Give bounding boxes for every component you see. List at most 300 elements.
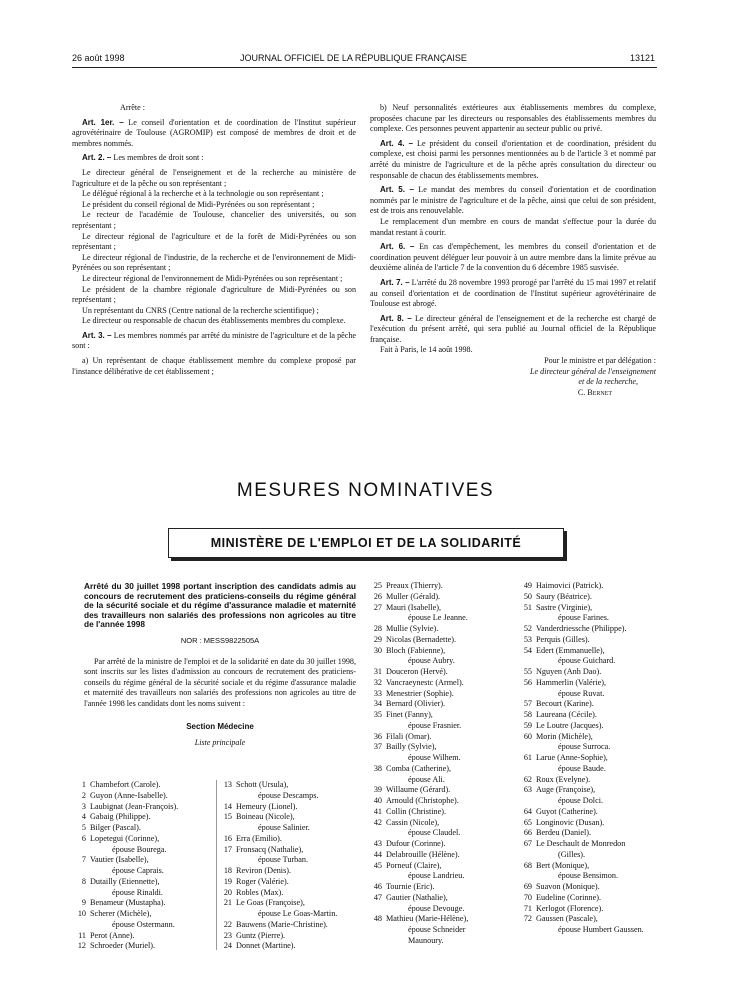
- list-item: [518, 882, 644, 893]
- list-item-number: 2: [81, 790, 86, 800]
- list-item-name: épouse Rinaldi.: [112, 887, 163, 897]
- list-item-name: Berdeu (Daniel).: [536, 828, 592, 838]
- member-item: Le directeur régional de l'environnement de Midi-Pyrénées ou son représentant ;: [82, 273, 343, 283]
- list-item: [368, 721, 468, 732]
- list-item-name: Collin (Christine).: [386, 806, 447, 816]
- list-item: [218, 877, 337, 888]
- delegation-line: Pour le ministre et par délégation :: [544, 356, 656, 366]
- list-item-number: 24: [223, 941, 232, 951]
- list-item-name: Dufour (Corinne).: [386, 839, 446, 848]
- list-item: [368, 646, 468, 657]
- art8-text: Le directeur général de l'enseignement et de la recherche est chargé de l'exécution du présent arrêté, qui sera publié au Journal officiel de la République française.: [370, 313, 656, 344]
- list-item: [368, 678, 468, 689]
- list-item-name: Laubignat (Jean-François).: [90, 801, 179, 811]
- list-item: [368, 775, 468, 786]
- list-item-name: épouse Surroca.: [558, 742, 611, 752]
- list-item-name: Boineau (Nicole),: [236, 812, 295, 822]
- list-item: [218, 888, 337, 899]
- decree-block: [84, 582, 356, 753]
- list-item: [218, 941, 337, 952]
- article-3: [72, 331, 356, 352]
- list-item-name: Cassin (Nicole),: [386, 817, 440, 827]
- art4-text: Le président du conseil d'orientation et de coordination, président du complexe, est choisi parmi les personnes mentionnées au b de l'article 3 et nommé par arrêté du ministre de l'agriculture et de la pêche après consultation du directeur ou responsable de chacun des établissements membres.: [370, 138, 657, 180]
- list-item: [368, 796, 468, 807]
- list-item: [218, 931, 337, 942]
- list-item-number: 39: [373, 785, 382, 795]
- list-item-number: 29: [373, 634, 382, 644]
- list-item-name: épouse Schneider: [408, 925, 466, 934]
- list-item-name: Preaux (Thierry).: [386, 581, 443, 590]
- list-item: [368, 871, 468, 882]
- list-item-number: 37: [373, 742, 382, 752]
- names-column-4: [518, 581, 644, 936]
- list-item-name: Larue (Anne-Sophie),: [536, 753, 608, 762]
- list-item-number: 59: [523, 720, 532, 730]
- list-item: [518, 871, 644, 882]
- list-item: [368, 753, 468, 764]
- list-item-name: épouse Farines.: [558, 613, 609, 623]
- names-column-3: [368, 581, 468, 947]
- list-item-number: 6: [81, 833, 86, 843]
- list-item-name: épouse Ruvat.: [558, 688, 605, 698]
- list-item-number: 23: [223, 930, 232, 940]
- list-item-name: Guyon (Anne-Isabelle).: [90, 790, 168, 800]
- list-item: [518, 592, 644, 603]
- list-item: [368, 592, 468, 603]
- list-item: [518, 656, 644, 667]
- list-item: [368, 807, 468, 818]
- list-item: [518, 699, 644, 710]
- list-item-name: Gaussen (Pascale),: [536, 914, 598, 924]
- art1-text: Le conseil d'orientation et de coordination de l'Institut supérieur agrovétérinaire de Toulouse (AGROMIP) est composé de membres de droit et de membres nommés.: [72, 117, 357, 148]
- list-item-number: 26: [373, 591, 382, 601]
- list-item: [518, 807, 644, 818]
- list-item-number: 12: [77, 941, 86, 951]
- list-item-name: Roux (Evelyne).: [536, 774, 591, 784]
- list-item-name: Reviron (Denis).: [236, 866, 292, 875]
- list-item-name: Perot (Anne).: [90, 930, 135, 940]
- member-item: Le directeur régional de l'agriculture et de la forêt de Midi-Pyrénées ou son représentant ;: [72, 231, 356, 252]
- list-item: [72, 909, 178, 920]
- list-item-number: 42: [373, 817, 382, 827]
- list-item: [218, 866, 337, 877]
- list-item-number: 54: [523, 645, 532, 655]
- list-item: [72, 823, 178, 834]
- list-item: [72, 812, 178, 823]
- list-item: [368, 828, 468, 839]
- liste-principale: Liste principale: [194, 738, 246, 748]
- list-item-name: Porneuf (Claire),: [386, 860, 442, 870]
- list-item: [518, 646, 644, 657]
- list-item: [72, 941, 178, 952]
- list-item-number: 48: [373, 914, 382, 924]
- list-item: [218, 920, 337, 931]
- list-item: [518, 785, 644, 796]
- list-item-number: 10: [77, 909, 86, 918]
- member-item: Le recteur de l'académie de Toulouse, chancelier des universités, ou son représentant ;: [72, 210, 356, 230]
- list-item: [72, 802, 178, 813]
- list-item-number: 58: [523, 710, 532, 719]
- list-item: [518, 581, 644, 592]
- header-date: 26 août 1998: [72, 53, 125, 63]
- article-5: [370, 185, 656, 217]
- list-item-name: Guyot (Catherine).: [536, 806, 598, 816]
- list-item-name: Bailly (Sylvie),: [386, 742, 437, 752]
- list-item: [72, 866, 178, 877]
- list-item-name: Menestrier (Sophie).: [386, 688, 454, 698]
- list-item: [518, 796, 644, 807]
- art6-label: Art. 6. –: [380, 242, 415, 252]
- list-item-number: 27: [373, 602, 382, 612]
- list-item-name: (Gilles).: [558, 849, 586, 859]
- art5-label: Art. 5. –: [380, 185, 414, 195]
- list-item: [368, 732, 468, 743]
- list-item-name: Donnet (Martine).: [236, 941, 296, 951]
- list-item: [518, 613, 644, 624]
- list-item-name: Dutailly (Etiennette),: [90, 876, 160, 886]
- list-item-name: Vanderdriessche (Philippe).: [536, 624, 627, 633]
- list-item-number: 65: [523, 817, 532, 827]
- list-item-name: Becourt (Karine).: [536, 699, 594, 709]
- list-item: [518, 818, 644, 829]
- list-item-number: 15: [223, 812, 232, 822]
- list-item-number: 25: [373, 581, 382, 590]
- list-item-name: Delabrouille (Hélène).: [386, 849, 460, 859]
- list-item: [368, 581, 468, 592]
- list-item: [518, 742, 644, 753]
- names-column-1: [72, 780, 178, 952]
- list-item-number: 7: [81, 855, 86, 865]
- list-item-name: Fronsacq (Nathalie),: [236, 844, 304, 854]
- list-item-number: 45: [373, 860, 382, 870]
- list-item: [368, 613, 468, 624]
- list-item-name: Robles (Max).: [236, 887, 284, 897]
- list-item-number: 62: [523, 774, 532, 784]
- list-item-name: Le Loutre (Jacques).: [536, 720, 604, 730]
- list-item-name: épouse Guichard.: [558, 656, 616, 666]
- arrete-label: Arrête :: [120, 103, 145, 112]
- list-item-name: Gabaig (Philippe).: [90, 812, 151, 822]
- article-3-b: b) Neuf personnalités extérieures aux établissements membres du complexe, proposées chacune par les directeurs ou responsables des établissements membres du complexe. Ces personnes peuvent appartenir au secteur public ou privé.: [370, 103, 656, 134]
- list-item-name: épouse Le Jeanne.: [408, 613, 468, 623]
- list-item-number: 56: [523, 677, 532, 687]
- article-5-para2: Le remplacement d'un membre en cours de mandat s'effectue pour la durée du mandat restant à courir.: [370, 216, 656, 237]
- list-item-number: 51: [523, 602, 532, 612]
- art3-label: Art. 3. –: [82, 330, 112, 340]
- list-item-name: Maunoury.: [408, 935, 444, 945]
- list-item: [368, 914, 468, 925]
- list-item-name: épouse Le Goas-Martin.: [258, 909, 338, 918]
- list-item-number: 57: [523, 699, 532, 709]
- list-item-name: Nicolas (Bernadette).: [386, 634, 457, 644]
- member-item: Le délégué régional à la recherche et à la technologie ou son représentant ;: [82, 189, 324, 199]
- list-item-name: Willaume (Gérard).: [386, 785, 451, 795]
- list-item: [72, 855, 178, 866]
- list-item: [72, 780, 178, 791]
- list-item: [72, 888, 178, 899]
- list-item-name: épouse Frasnier.: [408, 720, 462, 730]
- art3-text: Les membres nommés par arrêté du ministre de l'agriculture et de la pêche sont :: [72, 330, 357, 351]
- list-item-name: épouse Aubry.: [408, 656, 455, 666]
- list-item-number: 11: [78, 930, 86, 940]
- list-item-number: 28: [373, 624, 382, 633]
- list-item-number: 31: [373, 667, 382, 676]
- list-item-name: Bernard (Olivier).: [386, 699, 446, 709]
- list-item-name: Mathieu (Marie-Hélène),: [386, 914, 469, 924]
- list-item: [218, 802, 337, 813]
- list-item-number: 69: [523, 882, 532, 891]
- list-item: [218, 834, 337, 845]
- art2-label: Art. 2. –: [82, 153, 112, 163]
- list-item-name: Suavon (Monique).: [536, 882, 600, 891]
- list-item: [368, 882, 468, 893]
- list-item-number: 41: [373, 806, 382, 816]
- list-item: [368, 710, 468, 721]
- list-item-name: épouse Claudel.: [408, 828, 461, 838]
- page-header: [0, 53, 731, 67]
- list-item: [218, 812, 337, 823]
- list-item-number: 18: [223, 866, 232, 875]
- decree-nor: NOR : MESS9822505A: [180, 635, 260, 645]
- list-item: [518, 732, 644, 743]
- list-item: [518, 904, 644, 915]
- list-item: [368, 764, 468, 775]
- list-item: [72, 920, 178, 931]
- list-item-number: 71: [523, 903, 532, 913]
- list-item-name: épouse Bensimon.: [558, 871, 619, 881]
- art5-text: Le mandat des membres du conseil d'orientation et de coordination nommés par le ministre de l'agriculture et de la pêche, ainsi que celui de son président, est de trois ans renouvelable.: [370, 185, 656, 216]
- list-item-number: 44: [373, 849, 382, 859]
- list-item-number: 43: [373, 839, 382, 848]
- list-item: [218, 791, 337, 802]
- list-item-name: épouse Caprais.: [112, 866, 164, 875]
- list-item-number: 55: [523, 667, 532, 676]
- list-item-name: épouse Humbert Gaussen.: [558, 925, 644, 934]
- list-item: [518, 624, 644, 635]
- art6-text: En cas d'empêchement, les membres du conseil d'orientation et de coordination peuvent déléguer leur pouvoir à un autre membre dans la limite prévue au deuxième alinéa de l'article 7 de la convention du 6 décembre 1985 susvisée.: [370, 242, 657, 273]
- list-item-name: Haimovici (Patrick).: [536, 581, 604, 590]
- list-item-number: 5: [81, 823, 86, 832]
- list-item-name: Benameur (Mustapha).: [90, 898, 166, 908]
- list-item: [518, 710, 644, 721]
- header-journal-title: JOURNAL OFFICIEL DE LA RÉPUBLIQUE FRANÇAISE: [240, 53, 467, 63]
- header-page-number: 13121: [629, 53, 655, 63]
- list-item: [368, 656, 468, 667]
- list-item-number: 35: [373, 710, 382, 719]
- article-7: [370, 278, 656, 310]
- list-item-name: épouse Descamps.: [258, 790, 319, 800]
- art1-label: Art. 1er. –: [82, 117, 124, 127]
- article-4: [370, 139, 656, 181]
- list-item-number: 33: [373, 688, 382, 698]
- list-item: [518, 925, 644, 936]
- list-item-number: 63: [523, 785, 532, 795]
- list-item-name: Roger (Valérie).: [236, 876, 289, 886]
- list-item-number: 8: [81, 876, 86, 886]
- list-item-name: Bloch (Fabienne),: [386, 645, 446, 655]
- list-item-name: Filali (Omar).: [386, 731, 432, 741]
- list-item: [518, 764, 644, 775]
- list-item: [368, 850, 468, 861]
- list-item-number: 70: [523, 892, 532, 902]
- member-item: Le directeur régional de l'industrie, de la recherche et de l'environnement de Midi-Pyrénées ou son représentant ;: [72, 252, 356, 273]
- list-item: [518, 893, 644, 904]
- list-item-name: Comba (Catherine),: [386, 763, 452, 773]
- list-item-number: 47: [373, 892, 382, 902]
- list-item-name: Schroeder (Muriel).: [90, 941, 156, 951]
- list-item-number: 50: [523, 591, 532, 601]
- list-item: [518, 603, 644, 614]
- article-8: [370, 314, 656, 346]
- list-item: [518, 635, 644, 646]
- list-item: [368, 904, 468, 915]
- list-item-number: 14: [223, 801, 232, 811]
- list-item-number: 38: [373, 763, 382, 773]
- list-item-name: Le Deschault de Monredon: [536, 839, 626, 848]
- list-item-name: Vancraeynestc (Armel).: [386, 677, 464, 687]
- list-item-name: Sastre (Virginie),: [536, 602, 593, 612]
- list-item-name: Laureana (Cécile).: [536, 710, 597, 719]
- list-item: [518, 914, 644, 925]
- list-item: [218, 855, 337, 866]
- list-item: [368, 839, 468, 850]
- list-item-name: Vautier (Isabelle),: [90, 855, 149, 865]
- list-item: [218, 845, 337, 856]
- column-divider: [216, 780, 217, 950]
- list-item-number: 52: [523, 624, 532, 633]
- list-item-number: 64: [523, 806, 532, 816]
- member-list: [72, 168, 356, 327]
- signature-name: C. Bernet: [577, 387, 612, 397]
- list-item-number: 40: [373, 796, 382, 805]
- list-item-number: 21: [223, 898, 232, 908]
- list-item: [518, 839, 644, 850]
- list-item-number: 22: [223, 919, 232, 929]
- list-item: [518, 753, 644, 764]
- article-1: [72, 118, 356, 150]
- list-item-number: 49: [523, 581, 532, 590]
- list-item-name: Hemeury (Lionel).: [236, 801, 298, 811]
- list-item: [368, 936, 468, 947]
- list-item: [368, 861, 468, 872]
- signature-title-2: et de la recherche,: [578, 377, 638, 387]
- list-item: [368, 742, 468, 753]
- list-item-number: 46: [373, 882, 382, 891]
- list-item-name: Guntz (Pierre).: [236, 930, 286, 940]
- list-item-name: épouse Landrieu.: [408, 871, 465, 881]
- list-item: [72, 791, 178, 802]
- art4-label: Art. 4. –: [380, 138, 414, 148]
- list-item: [72, 877, 178, 888]
- list-item-name: Erra (Emilio).: [236, 833, 282, 843]
- list-item-name: Bauwens (Marie-Christine).: [236, 919, 328, 929]
- names-column-2: [218, 780, 337, 952]
- list-item-number: 1: [81, 780, 86, 789]
- list-item-name: Longinovic (Dusan).: [536, 817, 605, 827]
- list-item-name: épouse Bourega.: [112, 844, 167, 854]
- list-item-number: 60: [523, 731, 532, 741]
- list-item: [72, 834, 178, 845]
- list-item-number: 67: [523, 839, 532, 848]
- list-item-name: Arnould (Christophe).: [386, 796, 459, 805]
- list-item-name: Kerlogot (Florence).: [536, 903, 604, 913]
- list-item-name: épouse Ali.: [408, 774, 445, 784]
- list-item-number: 72: [523, 914, 532, 924]
- member-item: Le directeur ou responsable de chacun des établissements membres du complexe.: [82, 316, 346, 326]
- list-item-name: Hammerlin (Valérie),: [536, 677, 607, 687]
- section-title-mesures: MESURES NOMINATIVES: [236, 480, 495, 501]
- list-item-name: Schott (Ursula),: [236, 780, 289, 789]
- list-item-name: Chambefort (Carole).: [90, 780, 161, 789]
- list-item: [72, 931, 178, 942]
- article-3-a: a) Un représentant de chaque établissement membre du complexe proposé par l'instance délibérative de cet établissement ;: [72, 356, 356, 376]
- list-item-number: 68: [523, 860, 532, 870]
- list-item-name: épouse Devouge.: [408, 903, 465, 913]
- list-item-name: Edert (Emmanuelle),: [536, 645, 605, 655]
- member-item: Le directeur général de l'enseignement et de la recherche au ministère de l'agriculture et de la pêche ou son représentant ;: [72, 167, 356, 188]
- list-item: [368, 624, 468, 635]
- list-item-name: Nguyen (Anh Dao).: [536, 667, 602, 676]
- art8-label: Art. 8. –: [380, 313, 412, 323]
- left-top-column: [72, 103, 356, 377]
- section-medecine: Section Médecine: [186, 721, 254, 731]
- list-item: [72, 898, 178, 909]
- list-item: [368, 635, 468, 646]
- list-item-name: Morin (Michèle),: [536, 731, 593, 741]
- signing-place-date: Fait à Paris, le 14 août 1998.: [380, 345, 473, 355]
- list-item-name: Saury (Béatrice).: [536, 591, 592, 601]
- list-item-name: Finet (Fanny),: [386, 710, 433, 719]
- list-item-name: Gautier (Nathalie),: [386, 892, 448, 902]
- list-item-name: Le Goas (Françoise),: [236, 898, 305, 908]
- list-item: [518, 689, 644, 700]
- header-rule: [72, 67, 657, 68]
- list-item-name: épouse Wilhem.: [408, 753, 461, 762]
- art2-text: Les membres de droit sont :: [113, 153, 204, 163]
- list-item-number: 61: [523, 753, 532, 762]
- decree-intro: Par arrêté de la ministre de l'emploi et de la solidarité en date du 30 juillet 1998, sont inscrits sur les listes d'admission au concours de recrutement des praticiens-conseils du régime général de la sécurité sociale et du régime d'assurance maladie et maternité des travailleurs non salariés des professions non agricoles au titre de l'année 1998 les candidats dont les noms suivent :: [84, 656, 356, 708]
- list-item-name: épouse Salinier.: [258, 823, 310, 832]
- list-item-name: Scherer (Michèle),: [90, 909, 152, 918]
- list-item: [368, 667, 468, 678]
- list-item-name: Eudeline (Corinne).: [536, 892, 602, 902]
- list-item: [368, 818, 468, 829]
- list-item-name: Mullie (Sylvie).: [386, 624, 439, 633]
- list-item-name: épouse Baude.: [558, 763, 606, 773]
- list-item-number: 13: [223, 780, 232, 789]
- member-item: Un représentant du CNRS (Centre national de la recherche scientifique) ;: [82, 305, 319, 315]
- list-item-name: Douceron (Hervé).: [386, 667, 448, 676]
- list-item-name: Perquis (Gilles).: [536, 634, 590, 644]
- list-item-name: épouse Ostermann.: [112, 919, 175, 929]
- art7-text: L'arrêté du 28 novembre 1993 prorogé par l'arrêté du 15 mai 1997 et relatif au conseil d'orientation et de coordination de l'Institut supérieur agrovétérinaire de Toulouse est abrogé.: [370, 277, 657, 309]
- list-item-number: 20: [223, 887, 232, 897]
- list-item: [518, 721, 644, 732]
- list-item-number: 16: [223, 833, 232, 843]
- list-item-number: 19: [223, 876, 232, 886]
- list-item: [368, 689, 468, 700]
- list-item: [218, 898, 337, 909]
- list-item-number: 4: [81, 812, 86, 822]
- list-item: [72, 845, 178, 856]
- list-item: [518, 861, 644, 872]
- list-item: [518, 678, 644, 689]
- list-item: [368, 925, 468, 936]
- list-item-name: épouse Turban.: [258, 855, 309, 865]
- list-item-name: Bert (Monique),: [536, 860, 590, 870]
- list-item-number: 66: [523, 828, 532, 838]
- member-item: Le président du conseil régional de Midi-Pyrénées ou son représentant ;: [82, 199, 315, 209]
